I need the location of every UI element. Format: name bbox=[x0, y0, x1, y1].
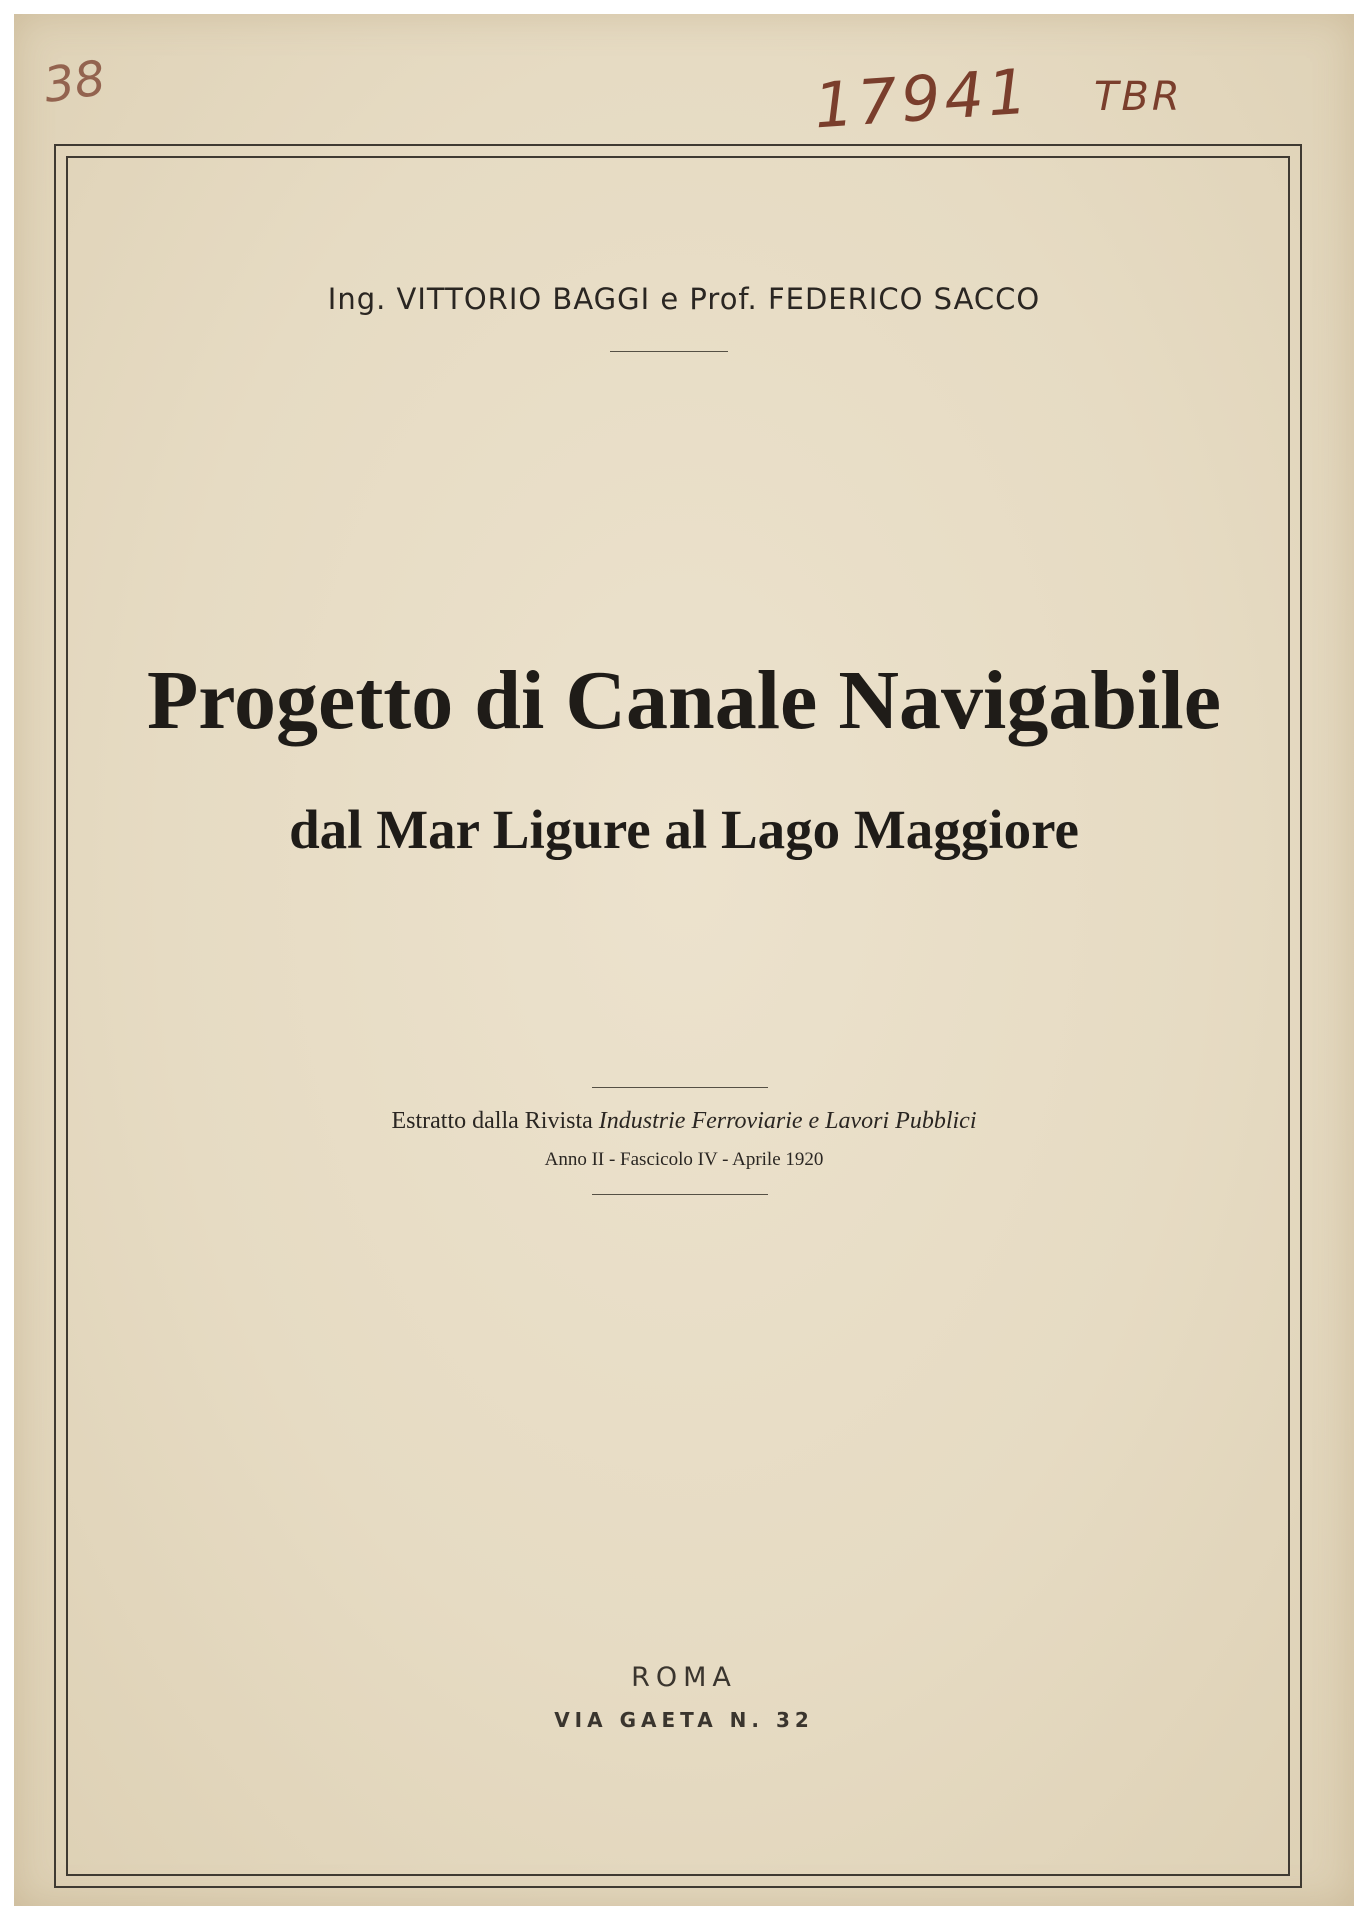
page-border-inner bbox=[66, 156, 1290, 1876]
divider-below-extract bbox=[592, 1194, 768, 1195]
publisher-city: ROMA bbox=[631, 1662, 737, 1693]
divider-above-extract bbox=[592, 1087, 768, 1088]
extract-line bbox=[14, 1108, 1354, 1135]
publisher-address: VIA GAETA N. 32 bbox=[554, 1708, 814, 1732]
divider-top bbox=[610, 351, 728, 352]
handwritten-catalog-number: 17941 bbox=[811, 54, 1034, 143]
journal-name: Industrie Ferroviarie e Lavori Pubblici bbox=[598, 1108, 977, 1134]
document-subtitle: dal Mar Ligure al Lago Maggiore bbox=[289, 799, 1079, 860]
handwritten-corner-mark: 38 bbox=[40, 50, 109, 114]
document-title: Progetto di Canale Navigabile bbox=[146, 654, 1222, 747]
authors-line: Ing. VITTORIO BAGGI e Prof. FEDERICO SACCO bbox=[327, 282, 1041, 316]
handwritten-catalog-code: TBR bbox=[1094, 74, 1183, 120]
extract-prefix: Estratto dalla Rivista bbox=[391, 1108, 593, 1134]
issue-line: Anno II - Fascicolo IV - Aprile 1920 bbox=[544, 1149, 824, 1170]
cover-page bbox=[14, 14, 1354, 1906]
